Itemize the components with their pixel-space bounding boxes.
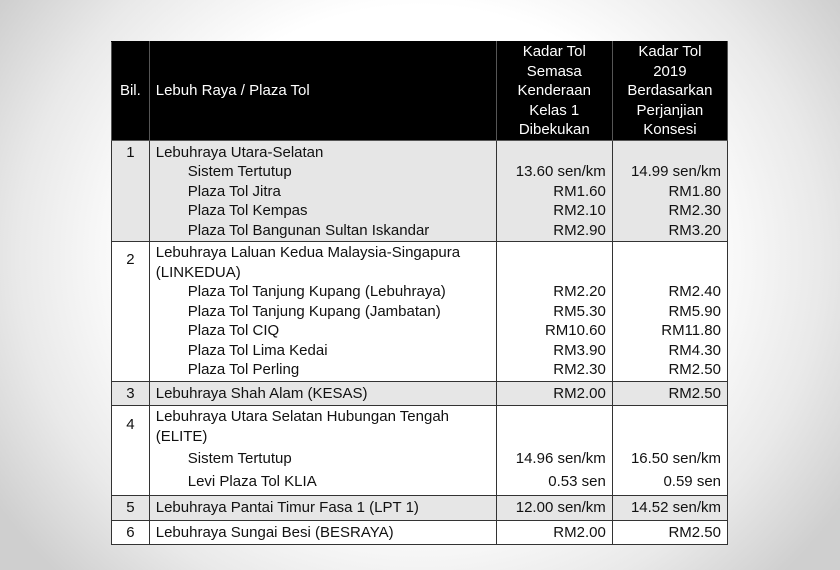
plaza-name: Sistem Tertutup [187, 163, 292, 180]
plaza-name: Plaza Tol Kempas [187, 202, 308, 219]
current-rate-cell [496, 242, 612, 382]
highway-name: Lebuhraya Utara Selatan Hubungan Tengah [155, 408, 450, 425]
row-number: 4 [112, 406, 150, 496]
highway-name-cont: (ELITE) [155, 427, 208, 445]
current-rate: RM1.60 [553, 182, 606, 200]
concession-rate: RM3.20 [668, 221, 721, 239]
plaza-name: Plaza Tol Lima Kedai [187, 341, 328, 359]
current-rate: 12.00 sen/km [496, 496, 612, 521]
concession-rate: RM4.30 [668, 341, 721, 359]
row-number: 2 [112, 242, 150, 382]
concession-rate-cell [612, 140, 727, 242]
header-current-rate: Kadar Tol Semasa Kenderaan Kelas 1 Dibekukan [496, 42, 612, 141]
plaza-name: Levi Plaza Tol KLIA [187, 472, 317, 490]
header-highway-plaza: Lebuh Raya / Plaza Tol [149, 42, 496, 141]
current-rate: RM2.10 [553, 202, 606, 219]
concession-rate: RM2.40 [668, 283, 721, 300]
plaza-name: Sistem Tertutup [187, 450, 292, 467]
plaza-name: Plaza Tol CIQ [187, 322, 280, 339]
table-header-row [112, 42, 728, 141]
concession-rate: RM2.50 [612, 520, 727, 545]
concession-rate: RM2.50 [668, 361, 721, 378]
table-row [112, 381, 728, 406]
table-row [112, 406, 728, 496]
current-rate: RM2.00 [496, 520, 612, 545]
plaza-name: Plaza Tol Jitra [187, 182, 281, 200]
current-rate: 14.96 sen/km [515, 450, 606, 467]
current-rate: RM2.00 [496, 381, 612, 406]
concession-rate: RM2.50 [612, 381, 727, 406]
concession-rate-cell [612, 406, 727, 496]
row-number: 1 [112, 140, 150, 242]
current-rate: 0.53 sen [548, 472, 606, 490]
table-row [112, 242, 728, 382]
highway-name: Lebuhraya Sungai Besi (BESRAYA) [149, 520, 496, 545]
row-number: 3 [112, 381, 150, 406]
highway-name-cont: (LINKEDUA) [155, 263, 241, 281]
plaza-name: Plaza Tol Tanjung Kupang (Lebuhraya) [187, 283, 446, 300]
plaza-name: Plaza Tol Perling [187, 361, 300, 378]
concession-rate: RM1.80 [668, 182, 721, 200]
highway-name: Lebuhraya Shah Alam (KESAS) [149, 381, 496, 406]
current-rate: RM2.90 [553, 221, 606, 239]
concession-rate: RM5.90 [668, 302, 721, 320]
current-rate: RM3.90 [553, 341, 606, 359]
table-row [112, 140, 728, 242]
current-rate-cell [496, 140, 612, 242]
highway-name: Lebuhraya Laluan Kedua Malaysia-Singapura [155, 244, 461, 261]
concession-rate: 14.52 sen/km [612, 496, 727, 521]
current-rate: 13.60 sen/km [515, 163, 606, 180]
concession-rate-cell [612, 242, 727, 382]
table-row [112, 496, 728, 521]
toll-rates-table [111, 41, 728, 545]
row-number: 6 [112, 520, 150, 545]
highway-cell [149, 406, 496, 496]
concession-rate: 0.59 sen [663, 472, 721, 490]
current-rate-cell [496, 406, 612, 496]
concession-rate: 14.99 sen/km [630, 163, 721, 180]
header-bil: Bil. [112, 42, 150, 141]
concession-rate: RM2.30 [668, 202, 721, 219]
current-rate: RM10.60 [544, 322, 606, 339]
highway-cell [149, 242, 496, 382]
plaza-name: Plaza Tol Bangunan Sultan Iskandar [187, 221, 430, 239]
current-rate: RM5.30 [553, 302, 606, 320]
concession-rate: 16.50 sen/km [630, 450, 721, 467]
highway-name: Lebuhraya Utara-Selatan [155, 143, 324, 161]
header-concession-rate: Kadar Tol 2019 Berdasarkan Perjanjian Konsesi [612, 42, 727, 141]
table-row [112, 520, 728, 545]
row-number: 5 [112, 496, 150, 521]
highway-cell [149, 140, 496, 242]
current-rate: RM2.30 [553, 361, 606, 378]
highway-name: Lebuhraya Pantai Timur Fasa 1 (LPT 1) [149, 496, 496, 521]
concession-rate: RM11.80 [661, 322, 721, 339]
current-rate: RM2.20 [553, 283, 606, 300]
plaza-name: Plaza Tol Tanjung Kupang (Jambatan) [187, 302, 441, 320]
